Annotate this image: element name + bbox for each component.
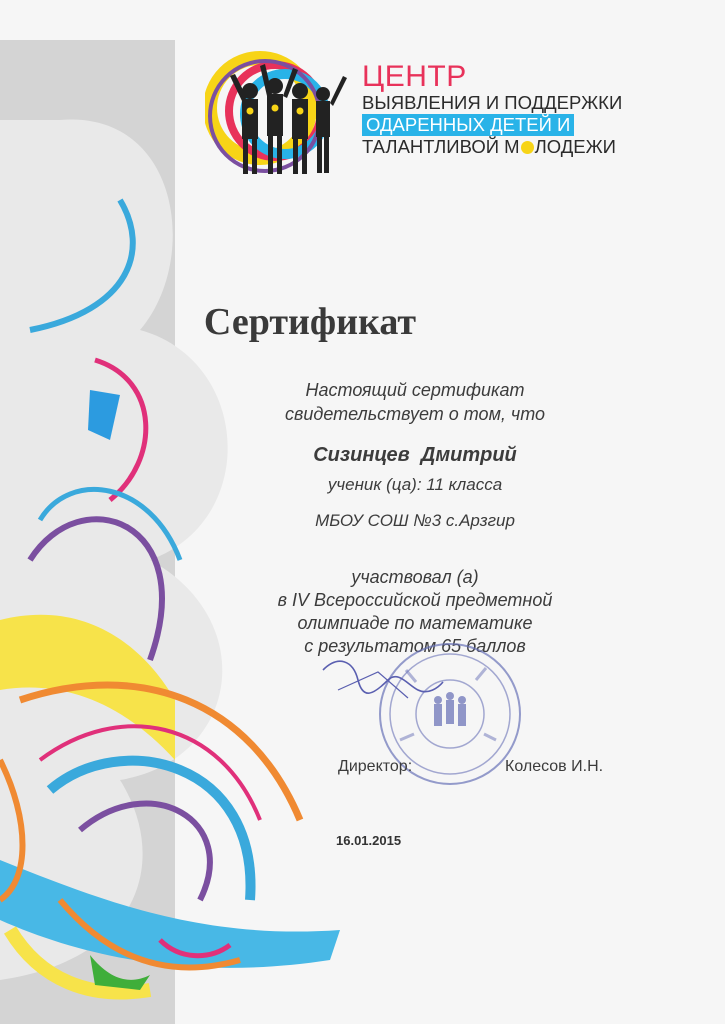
logo-line-1: ВЫЯВЛЕНИЯ И ПОДДЕРЖКИ [362, 92, 623, 113]
issue-date: 16.01.2015 [336, 833, 402, 848]
director-name: Колесов И.Н. [505, 758, 604, 775]
director-signature [318, 650, 448, 710]
logo-line-3-end: ЛОДЕЖИ [534, 136, 616, 157]
logo-children-silhouettes [205, 36, 365, 186]
result-line-2: в IV Всероссийской предметной [277, 590, 553, 610]
certificate-title: Сертификат [203, 301, 417, 343]
recipient-school: МБОУ СОШ №3 с.Арзгир [315, 511, 515, 530]
logo-title: ЦЕНТР [362, 60, 467, 93]
logo-line-3 [362, 136, 682, 158]
yellow-dot-icon [521, 141, 534, 154]
result-line-1: участвовал (а) [351, 567, 479, 587]
result-line-4: с результатом 65 баллов [304, 636, 526, 656]
recipient-name: Сизинцев Дмитрий [313, 444, 517, 466]
result-line-3: олимпиаде по математике [297, 613, 533, 633]
intro-line-2: свидетельствует о том, что [284, 404, 546, 424]
logo-line-3-start: ТАЛАНТЛИВОЙ М [362, 136, 520, 157]
director-label: Директор: [338, 758, 413, 775]
recipient-grade: ученик (ца): 11 класса [327, 475, 503, 494]
intro-text [200, 378, 630, 426]
logo-line-2: ОДАРЕННЫХ ДЕТЕЙ И [362, 114, 574, 136]
intro-line-1: Настоящий сертификат [305, 380, 525, 400]
logo-text [362, 62, 682, 158]
